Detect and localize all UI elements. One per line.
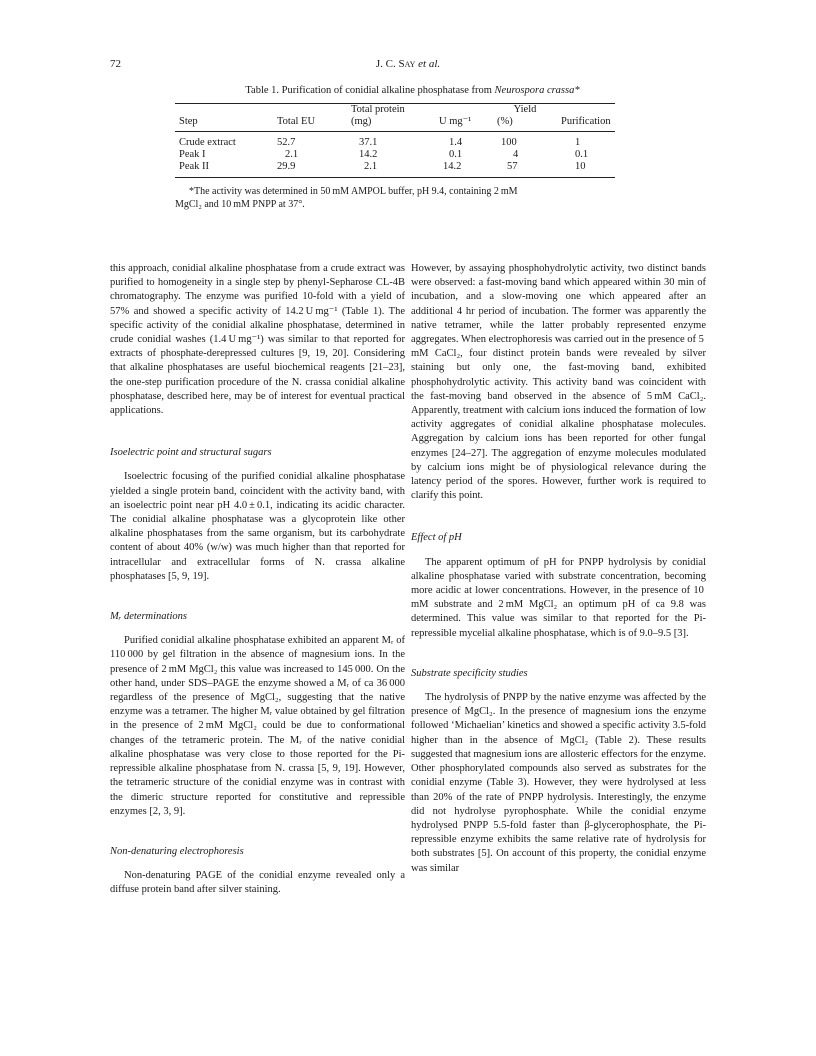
table-row [175, 149, 615, 161]
table-row [175, 161, 615, 173]
section-heading-mr: Mᵣ determinations [110, 611, 187, 623]
cell-specific: 1.4 [449, 137, 463, 148]
cell-purification: 1 [575, 137, 581, 148]
header-yield: Yield [513, 104, 537, 115]
cell-protein: 14.2 [359, 149, 378, 160]
header-specific-activity: U mg⁻¹ [439, 116, 472, 127]
cell-total-eu: 2.1 [285, 149, 299, 160]
header-yield-unit: (%) [497, 116, 513, 127]
body-paragraph: The hydrolysis of PNPP by the native enzyme was affected by the presence of MgCl₂. In the presence of magnesium ions the enzyme followed ‘Michaelian’ kinetics and showed a specific activity 3.5-fold higher than in the absence of MgCl₂ (Table 2). These results suggested that magnesium ions are allosteric effectors for the enzyme. Other phosphorylated compounds also served as substrates for the conidial enzyme (Table 3). However, they were hydrolysed at less than 20% of the rate of PNPP hydrolysis. Interestingly, the enzyme did not hydrolyse pyrophosphate. While the conidial enzyme hydrolysed PNPP 5.5-fold faster than β-glycerophosphate, the Pi-repressible enzyme exhibits the same relative rate of hydrolysis for both substrates [5]. On account of this property, the conidial enzyme was similar [411, 692, 706, 874]
body-paragraph: Non-denaturing PAGE of the conidial enzyme revealed only a diffuse protein band after silver staining. [110, 870, 405, 896]
cell-total-eu: 29.9 [277, 161, 296, 172]
header-total-eu: Total EU [277, 116, 316, 127]
table-caption-text: Table 1. Purification of conidial alkaline phosphatase from [245, 85, 495, 96]
right-column [411, 262, 706, 876]
left-column [110, 262, 405, 898]
cell-step: Peak II [179, 161, 210, 172]
body-paragraph: this approach, conidial alkaline phosphatase from a crude extract was purified to homogeneity in a single step by phenyl-Sepharose CL-4B chromatography. The enzyme was purified 10-fold with a yield of 57% and showed a specific activity of 14.2 U mg⁻¹ (Table 1). The specific activity of the conidial alkaline phosphatase, determined in crude conidial washes (1.4 U mg⁻¹) was similar to that reported for extracts of phosphate-derepressed cultures [9, 19, 20]. Considering that alkaline phosphatases are useful biochemical reagents [21–23], the one-step purification procedure of the N. crassa conidial alkaline phosphatase, described here, may be of interest for eventual practical applications. [110, 263, 405, 417]
cell-purification: 0.1 [575, 149, 589, 160]
cell-step: Crude extract [179, 137, 236, 148]
table-header-row-1 [175, 104, 615, 115]
table-caption [175, 85, 650, 96]
body-paragraph: Isoelectric focusing of the purified conidial alkaline phosphatase yielded a single protein band, coincident with the activity band, with an isoelectric point near pH 4.0 ± 0.1, indicating its acidic character. The conidial alkaline phosphatase was a glycoprotein like other alkaline phosphatases from the same organism, but its carbohydrate content of about 40% (w/w) was much higher than that reported for intracellular and extracellular forms of N. crassa alkaline phosphatases [5, 9, 19]. [110, 471, 405, 582]
body-paragraph: The apparent optimum of pH for PNPP hydrolysis by conidial alkaline phosphatase varied with substrate concentration, becoming more acidic at lower concentrations. However, in the presence of 10 mM substrate and 2 mM MgCl₂ an optimum pH of ca 9.8 was determined. This value was similar to that reported for the Pi-repressible mycelial alkaline phosphatase, which is of 9.0–9.5 [3]. [411, 556, 706, 639]
section-heading-ph: Effect of pH [411, 532, 462, 544]
table-row [175, 137, 615, 149]
cell-total-eu: 52.7 [277, 137, 296, 148]
section-heading-nondenaturing: Non-denaturing electrophoresis [110, 845, 244, 857]
cell-step: Peak I [179, 149, 206, 160]
table-header-row-2 [175, 115, 615, 127]
table-caption-organism: Neurospora crassa* [494, 85, 580, 96]
header-purification: Purification [561, 116, 611, 127]
section-heading-substrate: Substrate specificity studies [411, 667, 528, 679]
cell-specific: 0.1 [449, 149, 463, 160]
running-head-author: J. C. Say [375, 58, 416, 70]
section-heading-isoelectric: Isoelectric point and structural sugars [110, 447, 272, 459]
footnote-line-2: MgCl₂ and 10 mM PNPP at 37°. [175, 199, 305, 210]
header-total-protein: Total protein [351, 104, 405, 115]
cell-purification: 10 [575, 161, 586, 172]
cell-protein: 2.1 [364, 161, 378, 172]
body-paragraph: Purified conidial alkaline phosphatase exhibited an apparent Mᵣ of 110 000 by gel filtration in the absence of magnesium ions. In the presence of 2 mM MgCl₂ this value was increased to 145 000. On the other hand, under SDS–PAGE the enzyme showed a Mᵣ of ca 36 000 regardless of the presence of MgCl₂, suggesting that the native enzyme was a tetramer. The higher Mᵣ value obtained by gel filtration in the presence of 2 mM MgCl₂ could be due to conformational changes of the tetrameric protein. The Mᵣ of the native conidial alkaline phosphatase was very close to those reported for the Pi-repressible alkaline phosphatase from N. crassa [5, 9, 19]. However, the tetrameric structure of the conidial enzyme was in contrast with the dimeric structure reported for constitutive and repressible enzymes [2, 3, 9]. [110, 635, 405, 817]
footnote-line-1: *The activity was determined in 50 mM AMPOL buffer, pH 9.4, containing 2 mM [189, 186, 518, 197]
cell-specific: 14.2 [443, 161, 462, 172]
running-head-etal: et al. [418, 58, 441, 70]
cell-yield: 100 [501, 137, 517, 148]
running-head [0, 58, 816, 70]
table-1 [175, 85, 650, 211]
body-paragraph: However, by assaying phosphohydrolytic activity, two distinct bands were observed: a fast-moving band which appeared within 30 min of incubation, and a slow-moving one which appeared after an additional 4 hr period of incubation. The former was apparently the native tetramer, while the latter probably represented enzyme aggregates. When electrophoresis was carried out in the presence of 5 mM CaCl₂, four distinct protein bands were revealed by silver staining but only one, the fast-moving band, exhibited phosphohydrolytic activity. This activity band was coincident with the fast-moving band observed in the absence of 5 mM CaCl₂. Apparently, treatment with calcium ions induced the formation of low activity aggregates of conidial alkaline phosphatase molecules. Aggregation by calcium ions has been reported for other fungal enzymes [24–27]. The aggregation of enzyme molecules modulated by calcium ions might be of physiological relevance during the latency period of the spores. However, further work is required to clarify this point. [411, 263, 706, 502]
cell-yield: 57 [507, 161, 518, 172]
header-step: Step [179, 116, 198, 127]
purification-table [175, 103, 615, 178]
header-protein-unit: (mg) [351, 116, 372, 127]
page-number: 72 [110, 58, 121, 70]
cell-yield: 4 [513, 149, 519, 160]
table-footnote [175, 185, 615, 211]
cell-protein: 37.1 [359, 137, 378, 148]
